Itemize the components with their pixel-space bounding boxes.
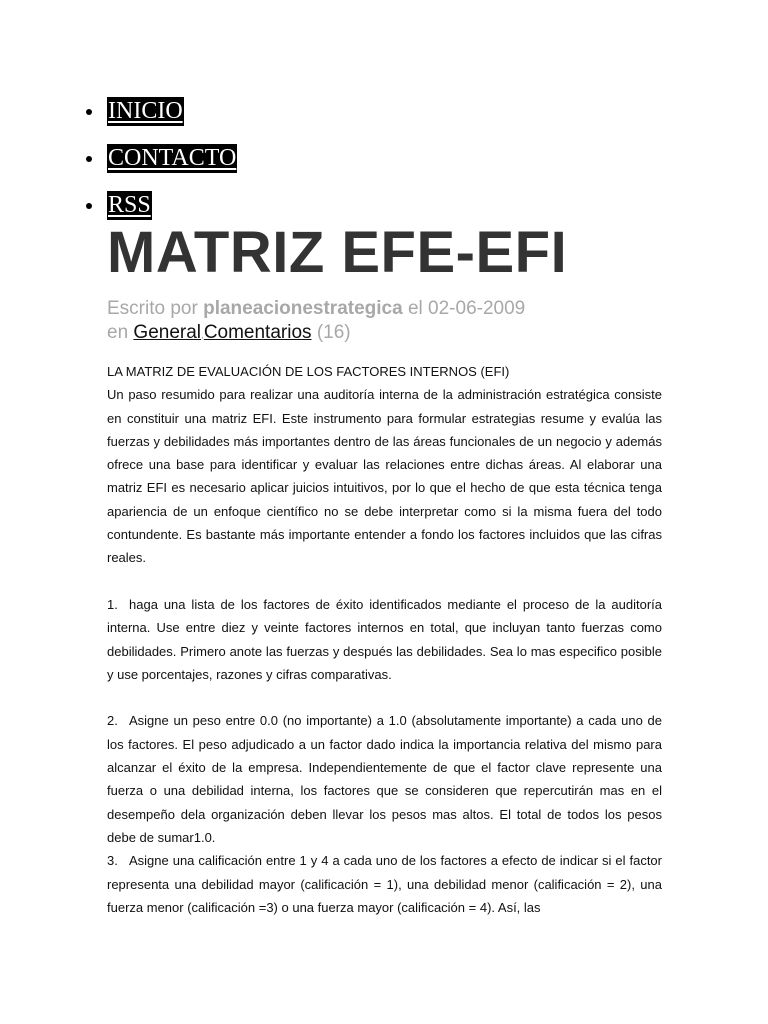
meta-author: planeacionestrategica — [203, 298, 403, 319]
meta-line-2 — [107, 321, 525, 348]
nav-link-rss[interactable]: RSS — [108, 192, 151, 218]
nav-link-inicio[interactable]: INICIO — [108, 98, 183, 124]
top-nav — [86, 88, 237, 229]
article-body — [107, 360, 662, 919]
bullet-icon — [86, 156, 92, 162]
spacer — [107, 570, 662, 593]
section-heading: LA MATRIZ DE EVALUACIÓN DE LOS FACTORES INTERNOS (EFI) — [107, 364, 510, 379]
meta-date-prefix: el — [407, 298, 423, 319]
meta-line-1 — [107, 297, 525, 321]
nav-link-contacto[interactable]: CONTACTO — [108, 145, 237, 171]
meta-written-by: Escrito por — [107, 298, 198, 319]
step-number: 1. — [107, 596, 118, 612]
step-text: haga una lista de los factores de éxito identificados mediante el proceso de la auditoría interna. Use entre diez y veinte factores internos en total, que incluyan tanto fuerzas como debilidades. Primero anote las fuerzas y después las debilidades. Sea lo mas especifico posible y use porcentajes, razones y cifras comparativas. — [107, 596, 662, 682]
step-3 — [107, 849, 662, 919]
step-text: Asigne un peso entre 0.0 (no importante) a 1.0 (absolutamente importante) a cada uno de los factores. El peso adjudicado a un factor dado indica la importancia relativa del mismo para alcanzar el éxito de la empresa. Independientemente de que el factor clave represente una fuerza o una debilidad interna, los factores que se consideren que repercutirán mas en el desempeño dela organización deben llevar los pesos mas altos. El total de todos los pesos debe de sumar1.0. — [107, 713, 662, 845]
step-2 — [107, 709, 662, 849]
comments-link[interactable]: Comentarios — [203, 322, 312, 343]
step-text: Asigne una calificación entre 1 y 4 a cada uno de los factores a efecto de indicar si el factor representa una debilidad mayor (calificación = 1), una debilidad menor (calificación = 2), una fuerza menor (calificación =3) o una fuerza mayor (calificación = 4). Así, las — [107, 853, 662, 915]
step-1 — [107, 593, 662, 686]
nav-item-inicio — [86, 88, 237, 135]
bullet-icon — [86, 203, 92, 209]
step-number: 2. — [107, 713, 118, 729]
intro-paragraph: Un paso resumido para realizar una auditoría interna de la administración estratégica consiste en constituir una matriz EFI. Este instrumento para formular estrategias resume y evalúa las fuerzas y debilidades más importantes dentro de las áreas funcionales de un negocio y además ofrece una base para identificar y evaluar las relaciones entre dichas áreas. Al elaborar una matriz EFI es necesario aplicar juicios intuitivos, por lo que el hecho de que esta técnica tenga apariencia de un enfoque científico no se debe interpretar como si la misma fuera del todo contundente. Es bastante más importante entender a fondo los factores incluidos que las cifras reales. — [107, 387, 662, 566]
spacer — [107, 686, 662, 709]
nav-item-contacto — [86, 135, 237, 182]
step-number: 3. — [107, 853, 118, 869]
category-link[interactable]: General — [133, 322, 202, 343]
post-meta — [107, 297, 525, 348]
comments-count: (16) — [316, 322, 351, 343]
page-title: MATRIZ EFE-EFI — [107, 220, 568, 285]
meta-date: 02-06-2009 — [428, 298, 526, 319]
bullet-icon — [86, 109, 92, 115]
meta-separator: , — [201, 330, 204, 341]
meta-in: en — [107, 322, 129, 343]
